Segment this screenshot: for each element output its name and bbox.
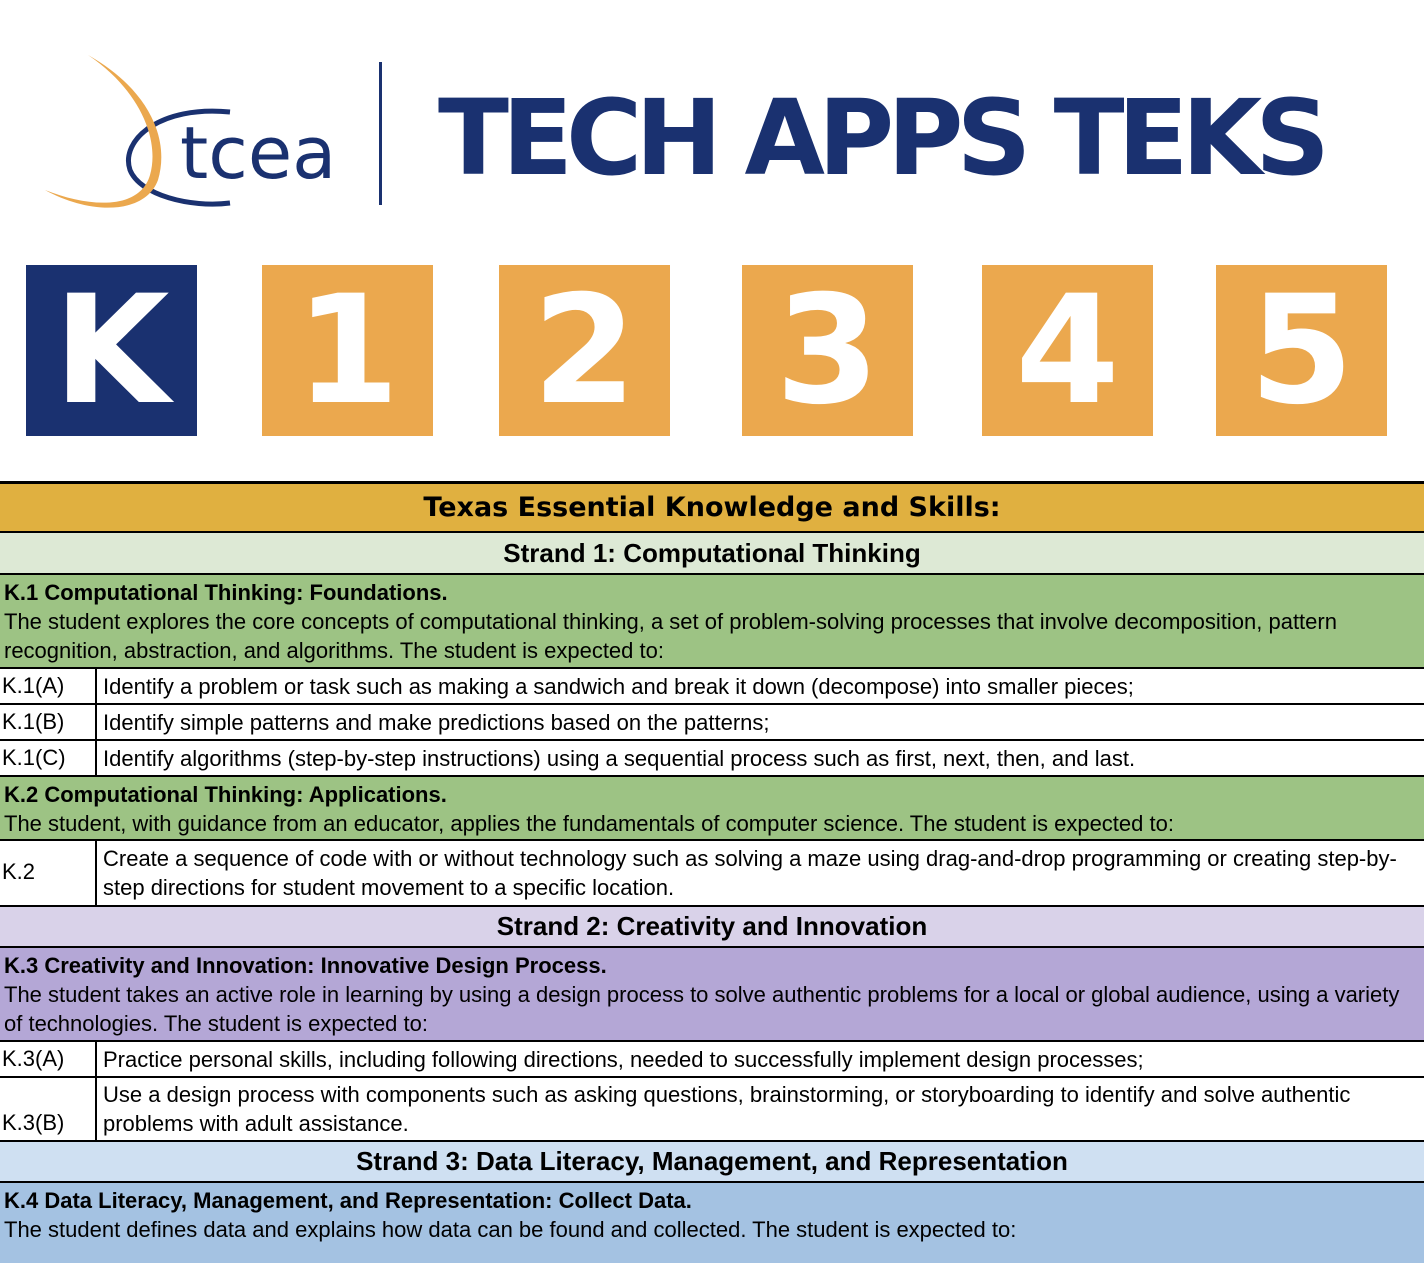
standard-code: K.1(A) xyxy=(0,669,97,703)
standard-code: K.1(B) xyxy=(0,705,97,739)
strand-3-header: Strand 3: Data Literacy, Management, and Representation xyxy=(0,1142,1424,1183)
page-title: TECH APPS TEKS xyxy=(438,77,1324,199)
section-text: The student defines data and explains how data can be found and collected. The student is expected to: xyxy=(4,1217,1017,1242)
standard-text: Identify algorithms (step-by-step instructions) using a sequential process such as first, next, then, and last. xyxy=(103,745,1136,771)
standard-text: Use a design process with components such as asking questions, brainstorming, or storyboarding to identify and solve authentic problems with adult assistance. xyxy=(103,1082,1351,1136)
teks-table xyxy=(0,481,1424,1263)
table-row xyxy=(0,1042,1424,1078)
grade-1[interactable]: 1 xyxy=(262,265,433,436)
section-heading: K.3 Creativity and Innovation: Innovative Design Process. xyxy=(4,953,607,978)
section-heading: K.2 Computational Thinking: Applications. xyxy=(4,782,447,807)
grade-3[interactable]: 3 xyxy=(742,265,913,436)
grade-k[interactable]: K xyxy=(26,265,197,436)
strand-2-header: Strand 2: Creativity and Innovation xyxy=(0,907,1424,948)
grade-4[interactable]: 4 xyxy=(982,265,1153,436)
standard-code: K.3(B) xyxy=(0,1078,97,1140)
svg-text:tcea: tcea xyxy=(180,111,337,195)
standard-code: K.3(A) xyxy=(0,1042,97,1076)
section-text: The student explores the core concepts of computational thinking, a set of problem-solving processes that involve decomposition, pattern recognition, abstraction, and algorithms. The student is expected to: xyxy=(4,609,1337,663)
strand-1-header: Strand 1: Computational Thinking xyxy=(0,533,1424,575)
section-heading: K.1 Computational Thinking: Foundations. xyxy=(4,580,448,605)
standard-text: Identify simple patterns and make predictions based on the patterns; xyxy=(103,709,770,735)
standard-text: Create a sequence of code with or without technology such as solving a maze using drag-and-drop programming or creating step-by-step directions for student movement to a specific location. xyxy=(103,846,1397,900)
table-title: Texas Essential Knowledge and Skills: xyxy=(0,484,1424,533)
grade-2[interactable]: 2 xyxy=(499,265,670,436)
tcea-logo xyxy=(40,50,390,220)
section-heading: K.4 Data Literacy, Management, and Representation: Collect Data. xyxy=(4,1188,692,1213)
standard-code: K.2 xyxy=(0,841,97,905)
k2-section xyxy=(0,777,1424,841)
table-row xyxy=(0,741,1424,777)
standard-text: Practice personal skills, including following directions, needed to successfully implement design processes; xyxy=(103,1046,1144,1072)
table-row xyxy=(0,1078,1424,1142)
standard-text: Identify a problem or task such as making a sandwich and break it down (decompose) into smaller pieces; xyxy=(103,673,1134,699)
k1-section xyxy=(0,575,1424,669)
k4-section xyxy=(0,1183,1424,1263)
section-text: The student, with guidance from an educator, applies the fundamentals of computer science. The student is expected to: xyxy=(4,811,1174,836)
k3-section xyxy=(0,948,1424,1042)
section-text: The student takes an active role in learning by using a design process to solve authentic problems for a local or global audience, using a variety of technologies. The student is expected to: xyxy=(4,982,1400,1036)
standard-code: K.1(C) xyxy=(0,741,97,775)
table-row xyxy=(0,669,1424,705)
grade-5[interactable]: 5 xyxy=(1216,265,1387,436)
table-row xyxy=(0,841,1424,907)
table-row xyxy=(0,705,1424,741)
grade-selector xyxy=(0,265,1424,437)
